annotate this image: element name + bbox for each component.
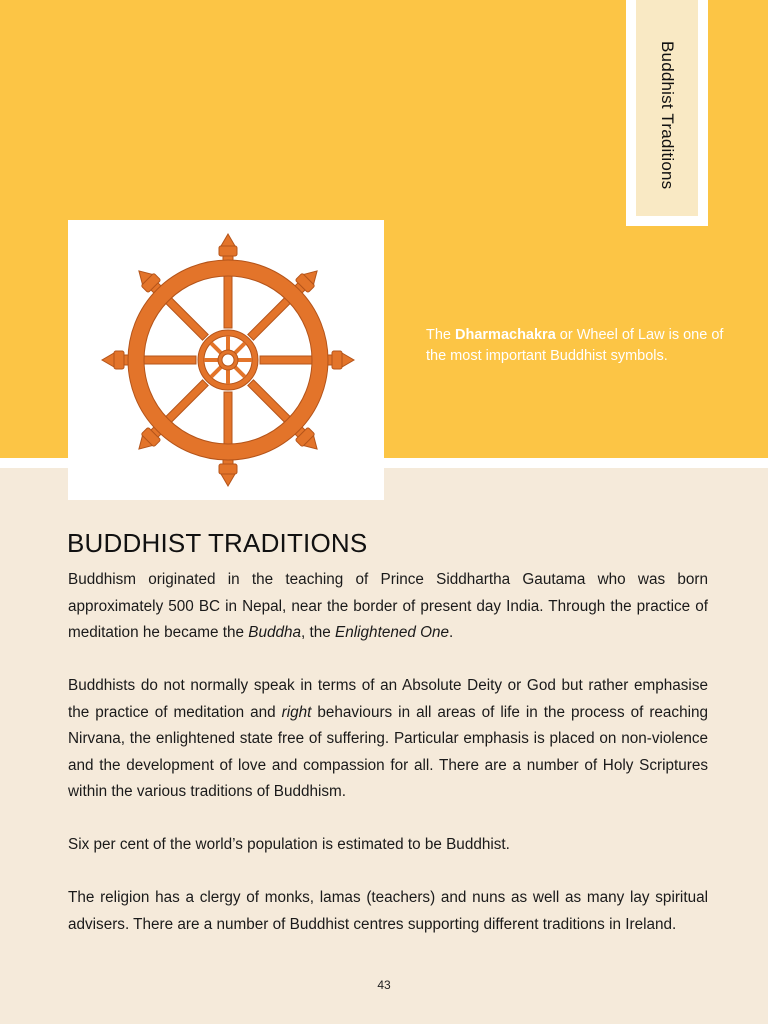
side-tab-label-wrap (636, 0, 698, 216)
caption-text-rest: or Wheel of Law is one of the most important Buddhist symbols. (426, 327, 724, 364)
symbol-image-box (68, 220, 384, 500)
body-text (68, 567, 708, 965)
paragraph-2: Buddhists do not normally speak in terms of an Absolute Deity or God but rather emphasise the practice of meditation and right behaviours in all areas of life in the process of reaching Nirvana, the enlightened state free of suffering. Particular emphasis is placed on non-violence and the development of love and compassion for all. There are a number of Holy Scriptures within the various traditions of Buddhism. (68, 677, 708, 800)
side-tab-label: Buddhist Traditions (658, 40, 677, 190)
page-number: 43 (377, 978, 391, 992)
dharmachakra-wheel-icon (68, 220, 384, 500)
image-caption (426, 325, 726, 367)
paragraph-4: The religion has a clergy of monks, lamas (teachers) and nuns as well as many lay spiritual advisers. There are a number of Buddhist centres supporting different traditions in Ireland. (68, 889, 708, 933)
page-title: BUDDHIST TRADITIONS (67, 528, 368, 558)
caption-text: The (426, 327, 456, 343)
caption-bold-term: Dharmachakra (455, 327, 556, 343)
paragraph-1: Buddhism originated in the teaching of Prince Siddhartha Gautama who was born approximately 500 BC in Nepal, near the border of present day India. Through the practice of meditation he became the Buddha, the Enlightened One. (68, 571, 708, 641)
paragraph-3: Six per cent of the world’s population is estimated to be Buddhist. (68, 836, 510, 853)
